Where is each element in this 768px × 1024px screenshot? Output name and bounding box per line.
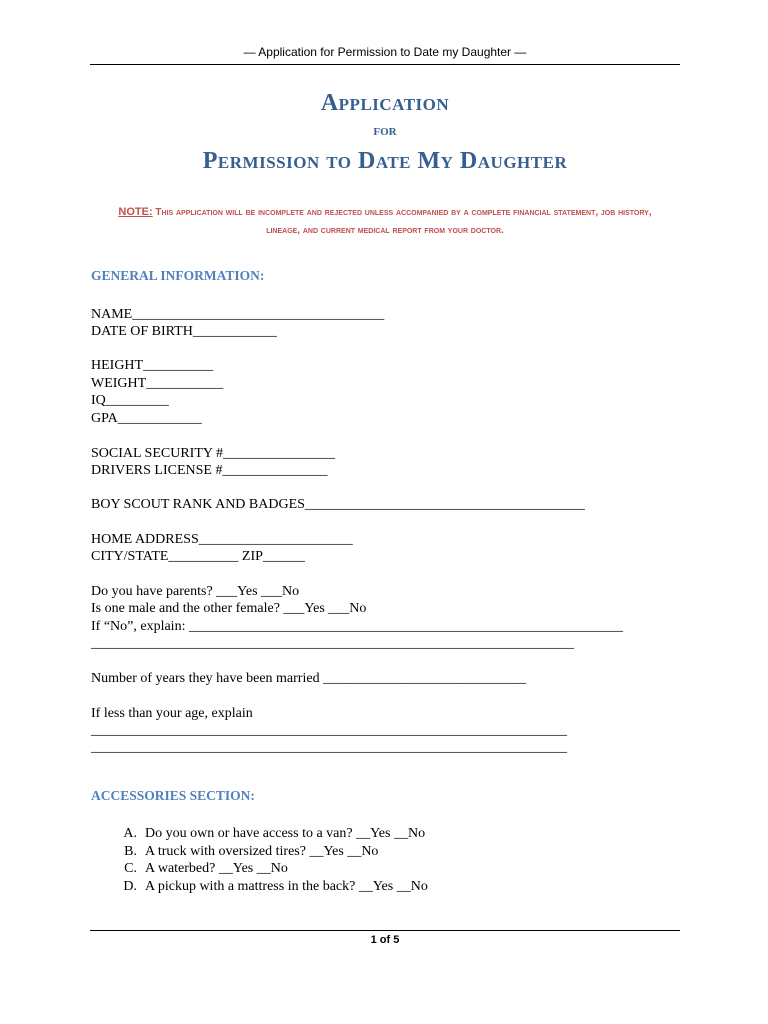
page-number: 1 of 5 bbox=[370, 934, 400, 946]
if-no-explain-field: If “No”, explain: ______________________________________________________________ bbox=[91, 619, 623, 634]
if-no-explain-continuation: _____________________________________________________________________ bbox=[91, 636, 574, 651]
accessories-section-heading: ACCESSORIES SECTION: bbox=[91, 788, 255, 803]
running-header: — Application for Permission to Date my Daughter — bbox=[243, 45, 527, 59]
accessories-list bbox=[91, 825, 428, 895]
weight-field: WEIGHT___________ bbox=[91, 376, 224, 391]
boy-scout-field: BOY SCOUT RANK AND BADGES________________________________________ bbox=[91, 497, 585, 512]
male-female-question: Is one male and the other female? ___Yes ___No bbox=[91, 601, 367, 616]
general-information-heading: GENERAL INFORMATION: bbox=[91, 268, 265, 283]
list-item: D. A pickup with a mattress in the back? __Yes __No bbox=[123, 878, 428, 894]
header-divider bbox=[90, 64, 680, 65]
note-text: This application will be incomplete and rejected unless accompanied by a complete financial statement, job history, lineage, and current medical report from your doctor. bbox=[155, 207, 652, 236]
title-application: Application bbox=[320, 90, 450, 116]
explain-line-1: ____________________________________________________________________ bbox=[91, 723, 567, 738]
explain-line-2: ____________________________________________________________________ bbox=[91, 740, 567, 755]
title-for: for bbox=[373, 122, 397, 139]
home-address-field: HOME ADDRESS______________________ bbox=[91, 532, 353, 547]
iq-field: IQ_________ bbox=[91, 393, 169, 408]
date-of-birth-field: DATE OF BIRTH____________ bbox=[91, 324, 277, 339]
document-title bbox=[90, 88, 680, 176]
parents-question: Do you have parents? ___Yes ___No bbox=[91, 584, 300, 599]
drivers-license-field: DRIVERS LICENSE #_______________ bbox=[91, 463, 328, 478]
note-label: NOTE: bbox=[118, 206, 153, 218]
gpa-field: GPA____________ bbox=[91, 411, 202, 426]
list-item: A. Do you own or have access to a van? __Yes __No bbox=[123, 826, 426, 841]
social-security-field: SOCIAL SECURITY #________________ bbox=[91, 446, 335, 461]
title-permission: Permission to Date My Daughter bbox=[202, 148, 568, 174]
city-state-zip-field: CITY/STATE__________ ZIP______ bbox=[91, 549, 305, 564]
note-paragraph bbox=[110, 203, 660, 240]
less-than-age-prompt: If less than your age, explain bbox=[91, 706, 253, 721]
years-married-field: Number of years they have been married _____________________________ bbox=[91, 671, 527, 686]
list-item: B. A truck with oversized tires? __Yes __No bbox=[124, 843, 379, 859]
name-field: NAME____________________________________ bbox=[91, 307, 385, 322]
list-item: C. A waterbed? __Yes __No bbox=[124, 861, 288, 876]
height-field: HEIGHT__________ bbox=[91, 358, 214, 373]
footer-divider bbox=[90, 930, 680, 931]
